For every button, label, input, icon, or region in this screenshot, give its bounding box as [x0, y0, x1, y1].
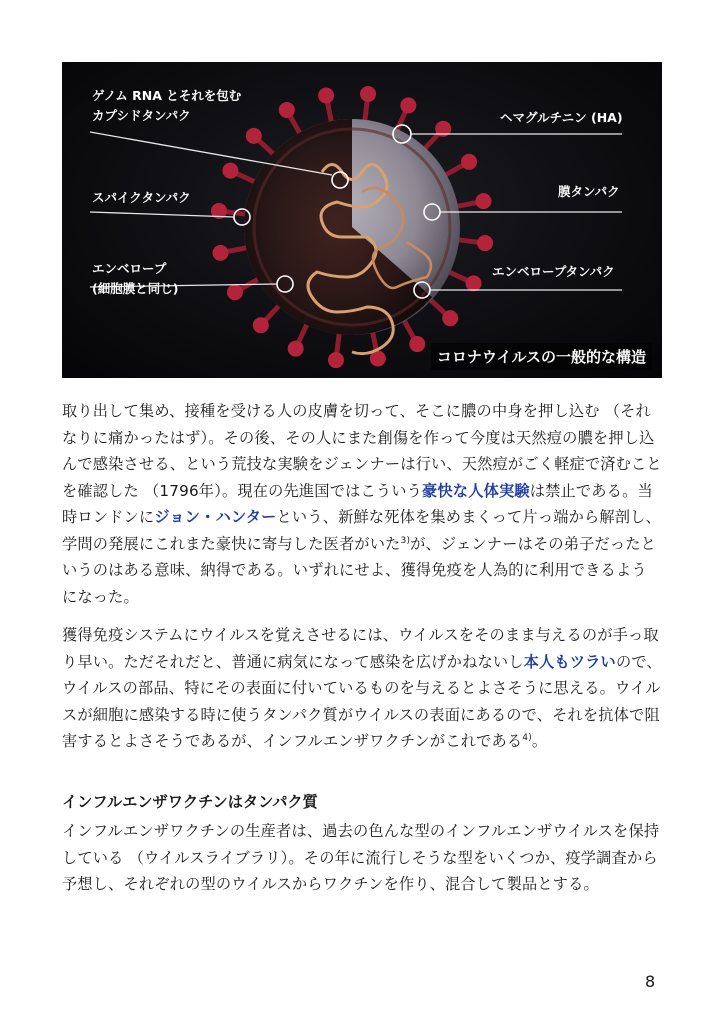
figure-caption: コロナウイルスの一般的な構造 [431, 343, 652, 370]
label-hemagglutinin: ヘマグルチニン (HA) [500, 110, 623, 125]
reference-3: 3) [400, 535, 411, 546]
highlight-painful: 本人もツラい [523, 652, 616, 671]
paragraph-vaccine-production: インフルエンザワクチンの生産者は、過去の色んな型のインフルエンザウイルスを保持している （ウイルスライブラリ）。その年に流行しそうな型をいくつか、疫学調査から予想し、それぞれの型のウイルスからワクチンを作り、混合して製品とする。 [62, 822, 660, 893]
paragraph-jenner: 取り出して集め、接種を受ける人の皮膚を切って、そこに膿の中身を押し込む （それなりに痛かったはず）。その後、その人にまた創傷を作って今度は天然痘の膿を押し込んで感染させる、という荒技な実験をジェンナーは行い、天然痘がごく軽症で済むことを確認した （1796年）。現在の先進国ではこういう豪快な人体実験は禁止である。当時ロンドンにジョン・ハンターという、新鮮な死体を集めまくって片っ端から解剖し、学問の発展にこれまた豪快に寄与した医者がいた$^{3)}$が、ジェンナーはその弟子だったというのはある意味、納得である。いずれにせよ、獲得免疫を人為的に利用できるようになった。 [62, 402, 662, 606]
page-number: 8 [645, 972, 656, 991]
section-heading: インフルエンザワクチンはタンパク質 [62, 793, 318, 811]
highlight-bold-human-experiment: 豪快な人体実験 [422, 481, 530, 500]
label-envelope-protein: エンベロープタンパク [492, 264, 615, 279]
label-genome-capsid: ゲノム RNA とそれを包む カプシドタンパク [92, 88, 242, 123]
label-envelope: エンベロープ (細胞膜と同じ) [92, 261, 179, 296]
paragraph-acquired-immunity: 獲得免疫システムにウイルスを覚えさせるには、ウイルスをそのまま与えるのが手っ取り早い。ただそれだと、普通に病気になって感染を広げかねないし本人もツラいので、ウイルスの部品、特にその表面に付いているものを与えるとよさそうに思える。ウイルスが細胞に感染する時に使うタンパク質がウイルスの表面にあるので、それを抗体で阻害するとよさそうであるが、インフルエンザワクチンがこれである$^{4)}$。 [62, 626, 662, 750]
reference-4: 4) [522, 732, 532, 743]
highlight-john-hunter: ジョン・ハンター [154, 508, 277, 526]
coronavirus-illustration [62, 62, 662, 378]
label-spike-protein: スパイクタンパク [92, 190, 191, 205]
label-membrane-protein: 膜タンパク [558, 184, 620, 199]
